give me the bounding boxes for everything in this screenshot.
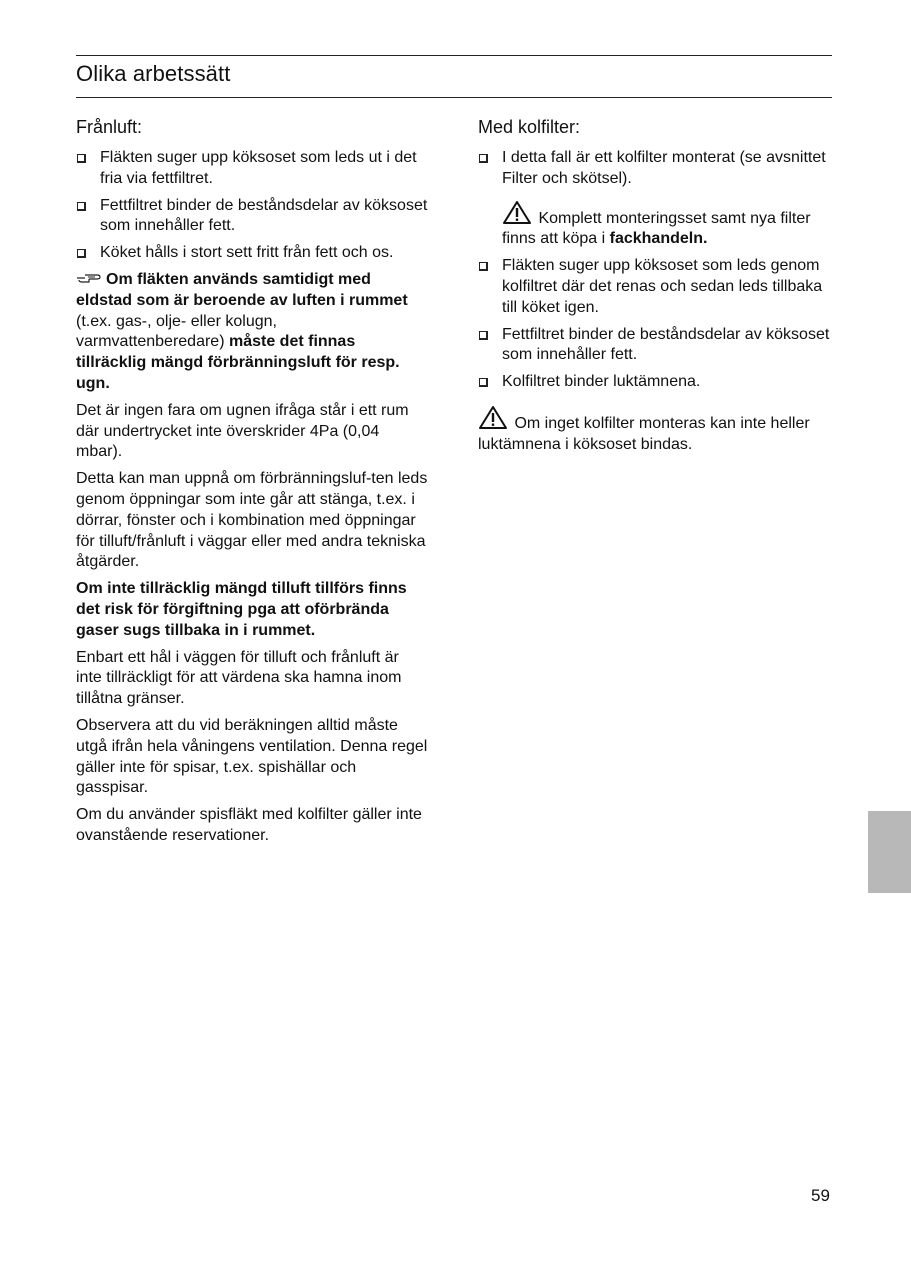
kolfilter-bullet-list-1 [478,148,832,190]
right-column [478,116,832,462]
checkbox-bullet-icon [479,331,488,340]
page-number: 59 [811,1186,830,1205]
top-rule [76,55,832,56]
list-item: I detta fall är ett kolfilter monterat (se avsnittet Filter och skötsel). [478,148,832,190]
list-item: Köket hålls i stort sett fritt från fett och os. [76,243,428,264]
side-thumb-tab [868,811,911,893]
checkbox-bullet-icon [479,154,488,163]
paragraph: Det är ingen fara om ugnen ifråga står i ett rum där undertrycket inte överskrider 4Pa (0,04 mbar). [76,401,409,461]
pointing-hand-icon [76,271,102,283]
no-filter-warning: Om inget kolfilter monteras kan inte heller luktämnena i köksoset bindas. [478,405,832,456]
list-item: Kolfiltret binder luktämnena. [478,372,832,393]
combustion-air-note: Om fläkten används samtidigt med eldstad som är beroende av luften i rummet (t.ex. gas-, olje- eller kolugn, varmvattenberedare) måste det finnas tillräcklig mängd förbränningsluft för resp. ugn. [76,270,408,392]
mounting-set-warning: Komplett monteringsset samt nya filter finns att köpa i fackhandeln. [478,200,832,251]
checkbox-bullet-icon [77,154,86,163]
left-column [76,116,428,853]
poisoning-warning-paragraph: Om inte tillräcklig mängd tilluft tillförs finns det risk för förgiftning pga att oförbrända gaser sugs tillbaka in i rummet. [76,580,407,639]
page-title: Olika arbetssätt [76,61,231,86]
checkbox-bullet-icon [479,378,488,387]
list-item: Fläkten suger upp köksoset som leds ut i det fria via fettfiltret. [76,148,428,190]
list-item: Fettfiltret binder de beståndsdelar av köksoset som innehåller fett. [76,196,428,238]
list-item: Fettfiltret binder de beståndsdelar av köksoset som innehåller fett. [478,325,832,367]
section-heading-franluft: Frånluft: [76,117,143,137]
checkbox-bullet-icon [77,249,86,258]
title-divider [76,97,832,98]
kolfilter-bullet-list-2 [478,256,832,393]
checkbox-bullet-icon [479,262,488,271]
paragraph: Enbart ett hål i väggen för tilluft och frånluft är inte tillräckligt för att värdena ska hamna inom tillåtna gränser. [76,648,402,708]
warning-triangle-icon [502,200,532,225]
checkbox-bullet-icon [77,202,86,211]
paragraph: Om du använder spisfläkt med kolfilter gäller inte ovanstående reservationer. [76,806,422,844]
warning-triangle-icon [478,405,508,430]
section-heading-kolfilter: Med kolfilter: [478,117,581,137]
paragraph: Detta kan man uppnå om förbränningsluf-ten leds genom öppningar som inte går att stänga, t.ex. i dörrar, fönster och i kombination med öppningar för tilluft/frånluft i väggar eller med andra tekniska åtgärder. [76,470,428,571]
paragraph: Observera att du vid beräkningen alltid måste utgå ifrån hela våningens ventilation. Denna regel gäller inte för spisar, t.ex. spishällar och gasspisar. [76,716,428,797]
franluft-bullet-list [76,148,428,264]
list-item: Fläkten suger upp köksoset som leds genom kolfiltret där det renas och sedan leds tillbaka till köket igen. [478,256,832,318]
